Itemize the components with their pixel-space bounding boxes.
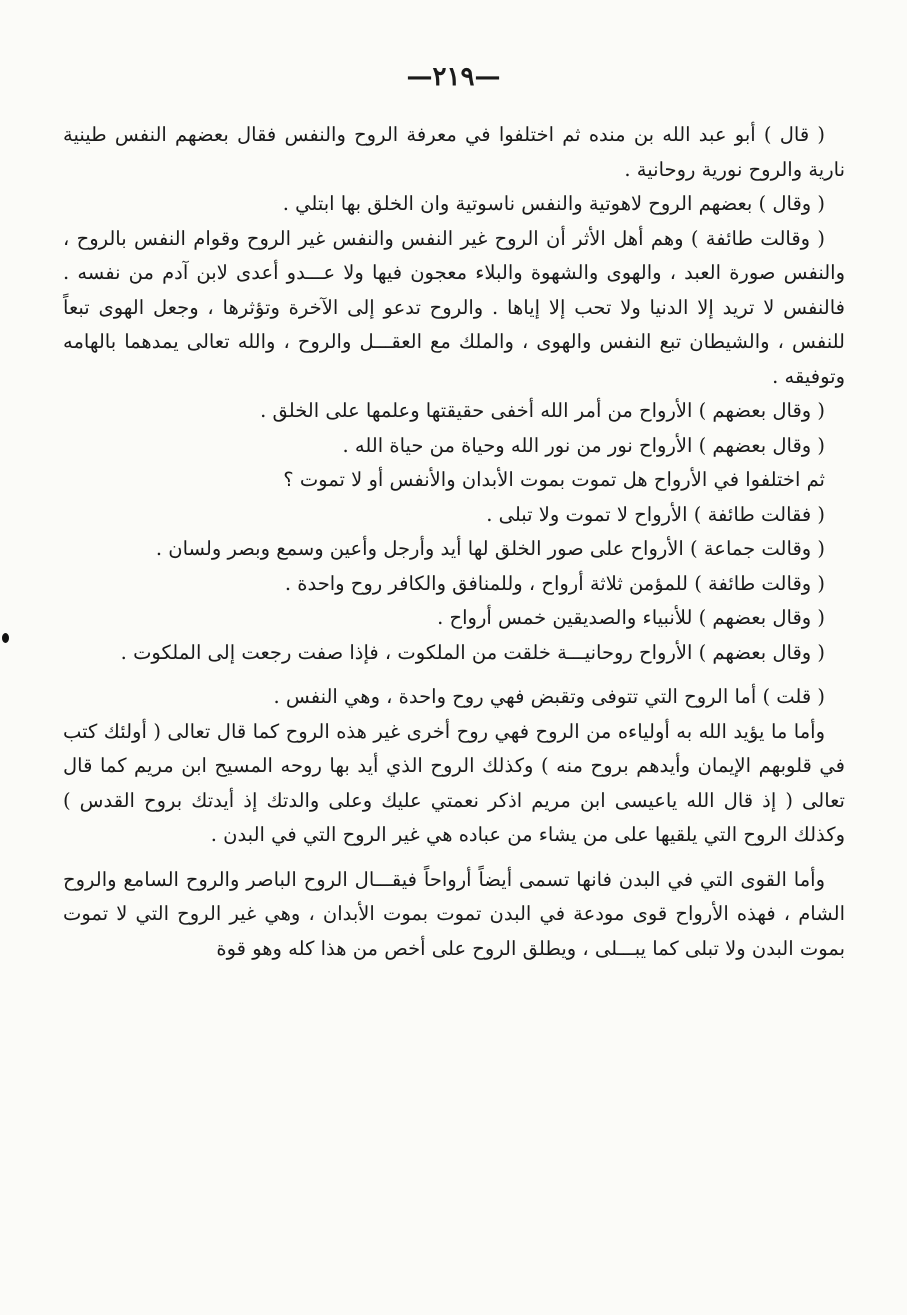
paragraph-11: ( وقال بعضهم ) الأرواح روحانيـــة خلقت من الملكوت ، فإذا صفت رجعت إلى الملكوت . — [120, 640, 825, 664]
paragraph-12: ( قلت ) أما الروح التي تتوفى وتقبض فهي روح واحدة ، وهي النفس . — [273, 685, 825, 708]
paragraph-1: ( قال ) أبو عبد الله بن منده ثم اختلفوا في معرفة الروح والنفس فقال بعضهم النفس طينية نارية والروح نورية روحانية . — [63, 123, 845, 181]
page-body — [63, 118, 845, 966]
paragraph-8: ( وقالت جماعة ) الأرواح على صور الخلق لها أيد وأرجل وأعين وسمع وبصر ولسان . — [155, 537, 825, 560]
paragraph-2: ( وقال ) بعضهم الروح لاهوتية والنفس ناسوتية وان الخلق بها ابتلي . — [282, 192, 825, 215]
paragraph-3: ( وقالت طائفة ) وهم أهل الأثر أن الروح غير النفس والنفس غير الروح وقوام النفس بالروح ، والنفس صورة العبد ، والهوى والشهوة والبلاء معجون فيها ولا عـــدو أعدى لابن آدم من نفسه . فالنفس لا تريد إلا الدنيا ولا تحب إلا إياها . والروح تدعو إلى الآخرة وتؤثرها ، وجعل الهوى تبعاً للنفس ، والشيطان تبع النفس والهوى ، والملك مع العقـــل والروح ، والله تعالى يمدهما بالهامه وتوفيقه . — [63, 226, 845, 388]
paragraph-10: ( وقال بعضهم ) للأنبياء والصديقين خمس أرواح . — [437, 606, 825, 629]
paragraph-7: ( فقالت طائفة ) الأرواح لا تموت ولا تبلى . — [486, 502, 825, 526]
paragraph-6: ثم اختلفوا في الأرواح هل تموت بموت الأبدان والأنفس أو لا تموت ؟ — [283, 468, 825, 491]
ink-spot — [2, 633, 9, 643]
paragraph-5: ( وقال بعضهم ) الأرواح نور من نور الله وحياة من حياة الله . — [342, 433, 825, 457]
paragraph-4: ( وقال بعضهم ) الأرواح من أمر الله أخفى حقيقتها وعلمها على الخلق . — [260, 399, 825, 422]
paragraph-14: وأما القوى التي في البدن فانها تسمى أيضاً أرواحاً فيقـــال الروح الباصر والروح السامع والروح الشام ، فهذه الأرواح قوى مودعة في البدن تموت بموت الأبدان ، وهي غير الروح التي لا تموت بموت البدن ولا تبلى كما يبـــلى ، ويطلق الروح على أخص من هذا كله وهو قوة — [63, 867, 845, 960]
paragraph-13: وأما ما يؤيد الله به أولياءه من الروح فهي روح أخرى غير هذه الروح كما قال تعالى ( أولئك كتب في قلوبهم الإيمان وأيدهم بروح منه ) وكذلك الروح الذي أيد بها روحه المسيح ابن مريم كما قال تعالى ( إذ قال الله ياعيسى ابن مريم اذكر نعمتي عليك وعلى والدتك إذ أيدتك بروح القدس ) وكذلك الروح التي يلقيها على من يشاء من عباده هي غير الروح التي في البدن . — [63, 719, 845, 846]
page-number: —٢١٩— — [406, 62, 501, 92]
paragraph-9: ( وقالت طائفة ) للمؤمن ثلاثة أرواح ، وللمنافق والكافر روح واحدة . — [284, 571, 825, 595]
